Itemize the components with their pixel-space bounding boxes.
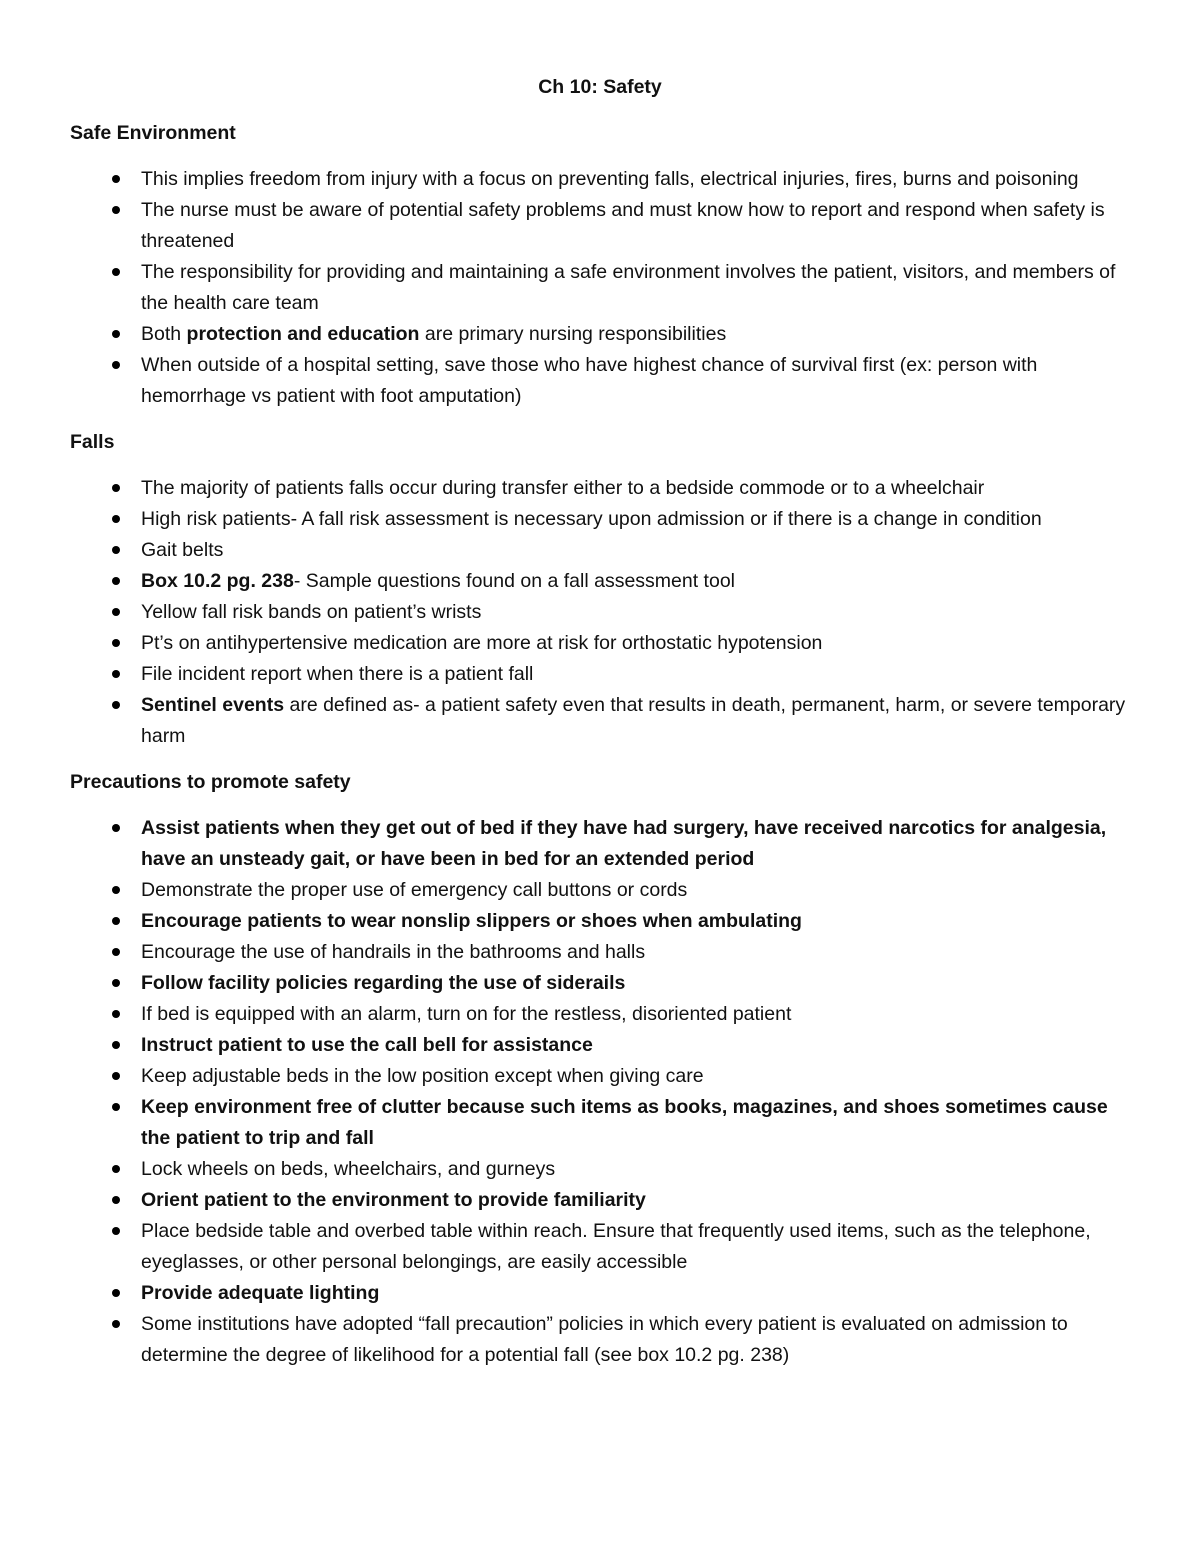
- bullet-icon: [112, 1165, 120, 1173]
- bullet-icon: [112, 701, 120, 709]
- list-item: Demonstrate the proper use of emergency call buttons or cords: [70, 875, 1130, 906]
- page-title: Ch 10: Safety: [538, 76, 662, 98]
- list-item: The responsibility for providing and maintaining a safe environment involves the patient, visitors, and members of the health care team: [70, 257, 1130, 319]
- bullet-icon: [112, 1103, 120, 1111]
- bullet-icon: [112, 206, 120, 214]
- list-item: When outside of a hospital setting, save those who have highest chance of survival first (ex: person with hemorrhage vs patient with foot amputation): [70, 350, 1130, 412]
- list-item: Orient patient to the environment to provide familiarity: [70, 1185, 1130, 1216]
- section-heading-precautions: Precautions to promote safety: [70, 771, 351, 793]
- bullet-icon: [112, 639, 120, 647]
- bullet-icon: [112, 484, 120, 492]
- list-item: If bed is equipped with an alarm, turn on for the restless, disoriented patient: [70, 999, 1130, 1030]
- list-item: Gait belts: [70, 535, 1130, 566]
- list-item: Encourage the use of handrails in the bathrooms and halls: [70, 937, 1130, 968]
- safe-environment-list: [70, 164, 1130, 412]
- bullet-icon: [112, 1072, 120, 1080]
- list-item: Keep adjustable beds in the low position except when giving care: [70, 1061, 1130, 1092]
- bullet-icon: [112, 546, 120, 554]
- list-item: This implies freedom from injury with a focus on preventing falls, electrical injuries, fires, burns and poisoning: [70, 164, 1130, 195]
- list-item: Both protection and education are primary nursing responsibilities: [70, 319, 1130, 350]
- list-item: The majority of patients falls occur during transfer either to a bedside commode or to a wheelchair: [70, 473, 1130, 504]
- list-item: Provide adequate lighting: [70, 1278, 1130, 1309]
- list-item: Box 10.2 pg. 238- Sample questions found on a fall assessment tool: [70, 566, 1130, 597]
- falls-list: [70, 473, 1130, 752]
- list-item: Encourage patients to wear nonslip slippers or shoes when ambulating: [70, 906, 1130, 937]
- precautions-list: [70, 813, 1130, 1371]
- list-item: Pt’s on antihypertensive medication are more at risk for orthostatic hypotension: [70, 628, 1130, 659]
- list-item: The nurse must be aware of potential safety problems and must know how to report and respond when safety is threatened: [70, 195, 1130, 257]
- bullet-icon: [112, 175, 120, 183]
- bullet-icon: [112, 577, 120, 585]
- bullet-icon: [112, 1320, 120, 1328]
- list-item: Yellow fall risk bands on patient’s wrists: [70, 597, 1130, 628]
- bullet-icon: [112, 1196, 120, 1204]
- list-item: Follow facility policies regarding the use of siderails: [70, 968, 1130, 999]
- list-item: Assist patients when they get out of bed if they have had surgery, have received narcotics for analgesia, have an unsteady gait, or have been in bed for an extended period: [70, 813, 1130, 875]
- bullet-icon: [112, 886, 120, 894]
- list-item: File incident report when there is a patient fall: [70, 659, 1130, 690]
- list-item: Instruct patient to use the call bell for assistance: [70, 1030, 1130, 1061]
- list-item: Keep environment free of clutter because such items as books, magazines, and shoes sometimes cause the patient to trip and fall: [70, 1092, 1130, 1154]
- bullet-icon: [112, 361, 120, 369]
- bullet-icon: [112, 515, 120, 523]
- bullet-icon: [112, 917, 120, 925]
- list-item: High risk patients- A fall risk assessment is necessary upon admission or if there is a change in condition: [70, 504, 1130, 535]
- list-item: Place bedside table and overbed table within reach. Ensure that frequently used items, such as the telephone, eyeglasses, or other personal belongings, are easily accessible: [70, 1216, 1130, 1278]
- bullet-icon: [112, 979, 120, 987]
- list-item: Lock wheels on beds, wheelchairs, and gurneys: [70, 1154, 1130, 1185]
- section-heading-safe-environment: Safe Environment: [70, 122, 236, 144]
- bullet-icon: [112, 1227, 120, 1235]
- bullet-icon: [112, 608, 120, 616]
- bullet-icon: [112, 268, 120, 276]
- bullet-icon: [112, 330, 120, 338]
- bullet-icon: [112, 1010, 120, 1018]
- bullet-icon: [112, 948, 120, 956]
- bullet-icon: [112, 824, 120, 832]
- list-item: Sentinel events are defined as- a patient safety even that results in death, permanent, harm, or severe temporary harm: [70, 690, 1130, 752]
- list-item: Some institutions have adopted “fall precaution” policies in which every patient is evaluated on admission to determine the degree of likelihood for a potential fall (see box 10.2 pg. 238): [70, 1309, 1130, 1371]
- bullet-icon: [112, 670, 120, 678]
- bullet-icon: [112, 1041, 120, 1049]
- section-heading-falls: Falls: [70, 431, 115, 453]
- bullet-icon: [112, 1289, 120, 1297]
